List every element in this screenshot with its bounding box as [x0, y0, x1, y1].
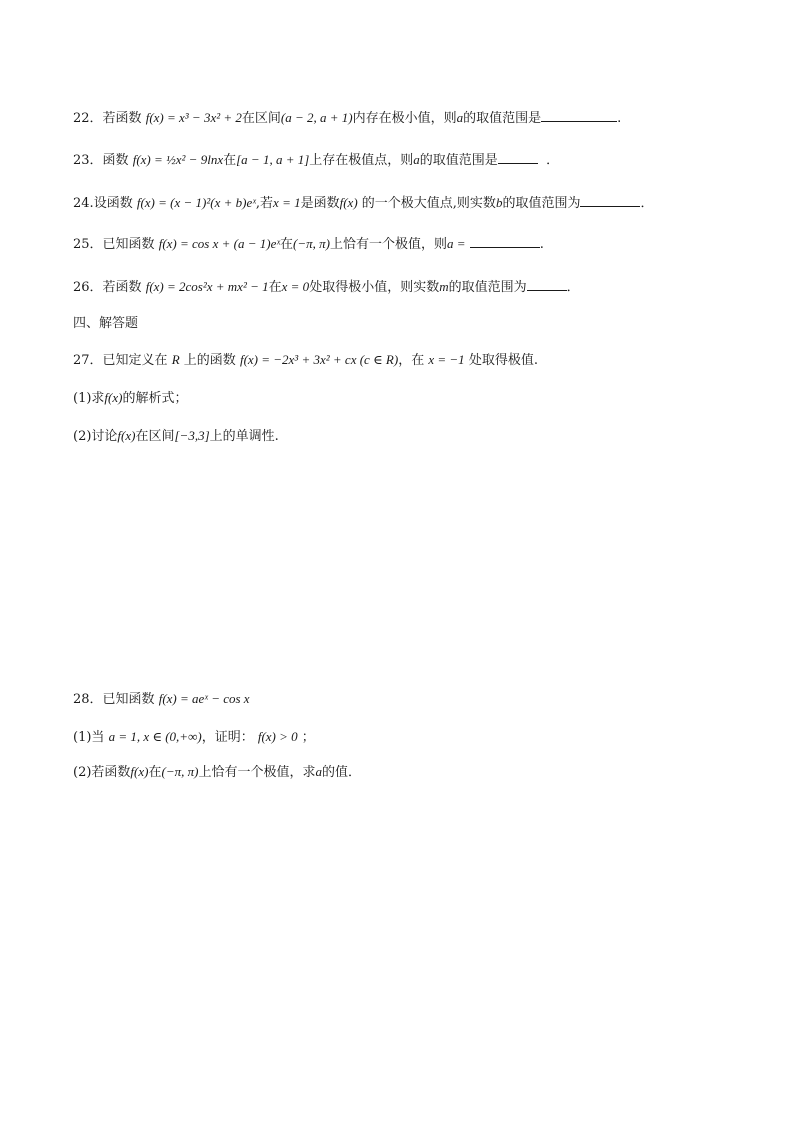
math-expression: f(x) = aeˣ − cos x [158, 691, 250, 706]
question-27-part-1: (1)求f(x)的解析式； [73, 390, 188, 406]
question-26: 26．若函数 f(x) = 2cos²x + mx² − 1在x = 0处取得极小值，则实数m的取值范围为 ． [73, 276, 580, 297]
question-24: 24.设函数 f(x) = (x − 1)²(x + b)eˣ,若x = 1是函数f(x) 的一个极大值点,则实数b的取值范围为 ． [73, 192, 653, 213]
question-number: 27． [73, 353, 103, 368]
math-expression: f(x) [130, 764, 149, 779]
math-expression: f(x) = (x − 1)²(x + b)eˣ [136, 195, 256, 210]
math-expression: (a − 2, a + 1) [280, 110, 353, 125]
math-expression: x = −1 [428, 352, 465, 367]
math-expression: [a − 1, a + 1] [236, 152, 310, 167]
math-expression: x = 1 [273, 195, 301, 210]
answer-blank [498, 149, 538, 164]
question-number: 25． [73, 237, 103, 252]
math-expression: f(x) [104, 390, 123, 405]
question-23: 23．函数 f(x) = ½x² − 9lnx在[a − 1, a + 1]上存在极值点，则a的取值范围是 ． [73, 149, 559, 170]
math-expression: f(x) = ½x² − 9lnx [132, 152, 224, 167]
math-expression: f(x) = cos x + (a − 1)eˣ [158, 236, 281, 251]
question-28-part-2: (2)若函数f(x)在(−π, π)上恰有一个极值，求a的值． [73, 764, 361, 780]
question-28-part-1: (1)当 a = 1, x ∈ (0,+∞)，证明： f(x) > 0 ； [73, 729, 315, 745]
math-expression: f(x) [117, 428, 136, 443]
question-number: 28． [73, 692, 103, 707]
math-expression: f(x) = −2x³ + 3x² + cx (c ∈ R) [239, 352, 399, 367]
answer-blank [541, 107, 617, 122]
question-number: 23． [73, 153, 103, 168]
question-25: 25．已知函数 f(x) = cos x + (a − 1)eˣ在(−π, π)上恰有一个极值，则a = . [73, 233, 544, 254]
math-expression: f(x) = x³ − 3x² + 2 [145, 110, 242, 125]
answer-blank [470, 233, 540, 248]
answer-blank [580, 192, 640, 207]
math-expression: f(x) = 2cos²x + mx² − 1 [145, 279, 269, 294]
section-heading: 四、解答题 [73, 316, 139, 331]
math-expression: f(x) [339, 195, 358, 210]
question-number: 24. [73, 196, 94, 211]
math-expression: f(x) > 0 [257, 729, 298, 744]
math-expression: (−π, π) [293, 236, 330, 251]
math-expression: a = [447, 236, 466, 251]
math-expression: a = 1, x ∈ (0,+∞) [108, 729, 202, 744]
answer-blank [527, 276, 567, 291]
math-expression: [−3,3] [174, 428, 210, 443]
question-27: 27．已知定义在 R 上的函数 f(x) = −2x³ + 3x² + cx (c ∈ R)，在 x = −1 处取得极值. [73, 352, 538, 368]
math-expression: (−π, π) [161, 764, 199, 779]
math-expression: x = 0 [281, 279, 310, 294]
question-28: 28．已知函数 f(x) = aeˣ − cos x [73, 691, 250, 707]
question-number: 26． [73, 280, 103, 295]
question-number: 22． [73, 111, 103, 126]
question-22: 22．若函数 f(x) = x³ − 3x² + 2在区间(a − 2, a + 1)内存在极小值，则a的取值范围是 . [73, 107, 621, 128]
question-27-part-2: (2)讨论f(x)在区间[−3,3]上的单调性. [73, 428, 279, 444]
